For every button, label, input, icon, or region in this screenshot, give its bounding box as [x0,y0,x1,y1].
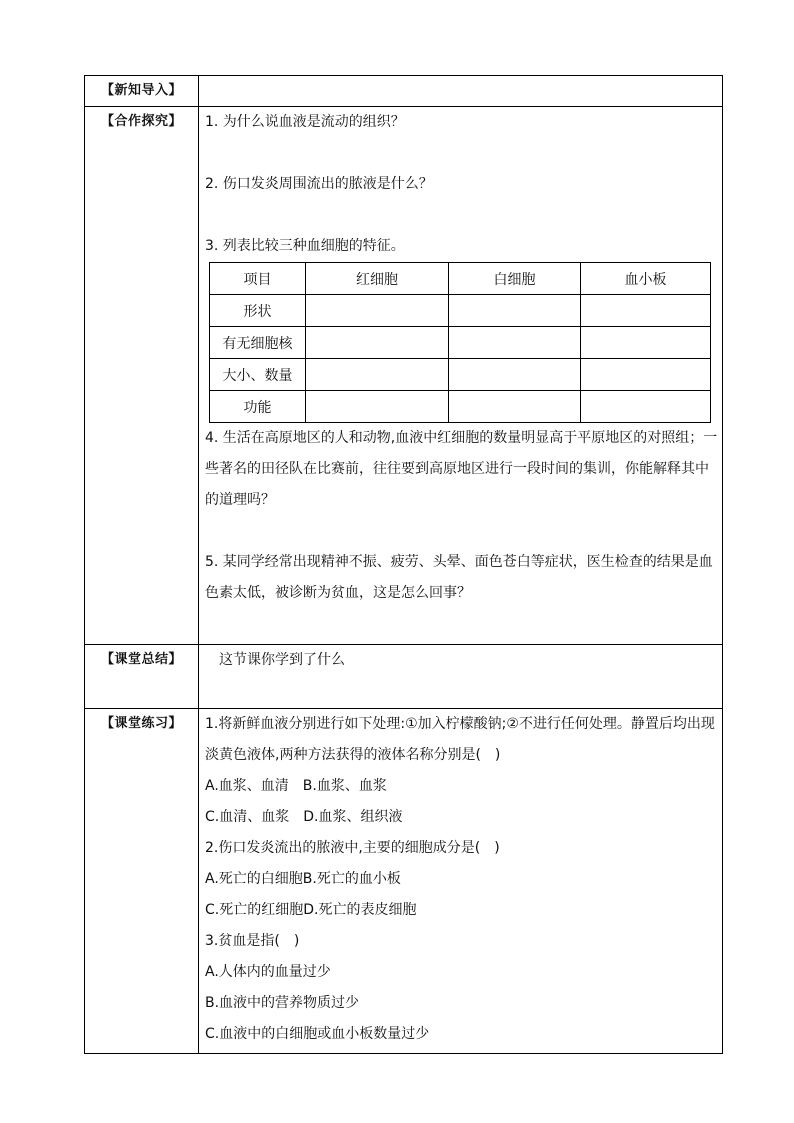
comparison-cell [306,327,449,359]
comparison-cell [449,295,581,327]
explore-label: 【合作探究】 [85,107,199,645]
practice-line: C.血液中的白细胞或血小板数量过少 [205,1026,430,1042]
comparison-table [209,262,711,423]
practice-line: C.血清、血浆 D.血浆、组织液 [205,809,403,825]
comparison-cell [581,391,711,423]
comparison-row [210,359,711,391]
practice-line: B.血液中的营养物质过少 [205,995,360,1011]
practice-line: C.死亡的红细胞D.死亡的表皮细胞 [205,902,417,918]
practice-line: A.人体内的血量过少 [205,964,331,980]
practice-line: 1.将新鲜血液分别进行如下处理:①加入柠檬酸钠;②不进行任何处理。静置后均出现淡黄色液体,两种方法获得的液体名称分别是( ) [205,716,715,763]
comparison-header-wbc: 白细胞 [449,263,581,295]
comparison-header-rbc: 红细胞 [306,263,449,295]
comparison-row-label: 功能 [210,391,306,423]
comparison-row [210,327,711,359]
comparison-cell [306,391,449,423]
comparison-row [210,295,711,327]
practice-row [85,709,723,1054]
comparison-row-label: 有无细胞核 [210,327,306,359]
comparison-cell [449,391,581,423]
comparison-cell [306,359,449,391]
intro-row [85,76,723,107]
question-3: 3. 列表比较三种血细胞的特征。 [205,238,405,254]
comparison-cell [449,327,581,359]
question-1: 1. 为什么说血液是流动的组织？ [205,114,405,130]
practice-line: 2.伤口发炎流出的脓液中,主要的细胞成分是( ) [205,840,500,856]
comparison-row-label: 大小、数量 [210,359,306,391]
practice-line: 3.贫血是指( ) [205,933,300,949]
comparison-cell [449,359,581,391]
comparison-row [210,391,711,423]
explore-content [199,107,723,645]
comparison-header-item: 项目 [210,263,306,295]
question-5: 5. 某同学经常出现精神不振、疲劳、头晕、面色苍白等症状，医生检查的结果是血色素太低，被诊断为贫血，这是怎么回事？ [205,554,713,601]
comparison-cell [581,359,711,391]
summary-content [199,645,723,709]
intro-content [199,76,723,107]
practice-line: A.血浆、血清 B.血浆、血浆 [205,778,387,794]
comparison-cell [581,295,711,327]
comparison-cell [581,327,711,359]
practice-label: 【课堂练习】 [85,709,199,1054]
question-4: 4. 生活在高原地区的人和动物,血液中红细胞的数量明显高于平原地区的对照组；一些著名的田径队在比赛前，往往要到高原地区进行一段时间的集训，你能解释其中的道理吗？ [205,430,718,508]
practice-line: A.死亡的白细胞B.死亡的血小板 [205,871,401,887]
worksheet-table [84,75,723,1054]
comparison-header-row [210,263,711,295]
intro-label: 【新知导入】 [85,76,199,107]
explore-row [85,107,723,645]
summary-label: 【课堂总结】 [85,645,199,709]
practice-content [199,709,723,1054]
summary-text: 这节课你学到了什么 [219,652,345,668]
comparison-cell [306,295,449,327]
comparison-row-label: 形状 [210,295,306,327]
summary-row [85,645,723,709]
comparison-header-platelet: 血小板 [581,263,711,295]
question-2: 2. 伤口发炎周围流出的脓液是什么？ [205,176,433,192]
